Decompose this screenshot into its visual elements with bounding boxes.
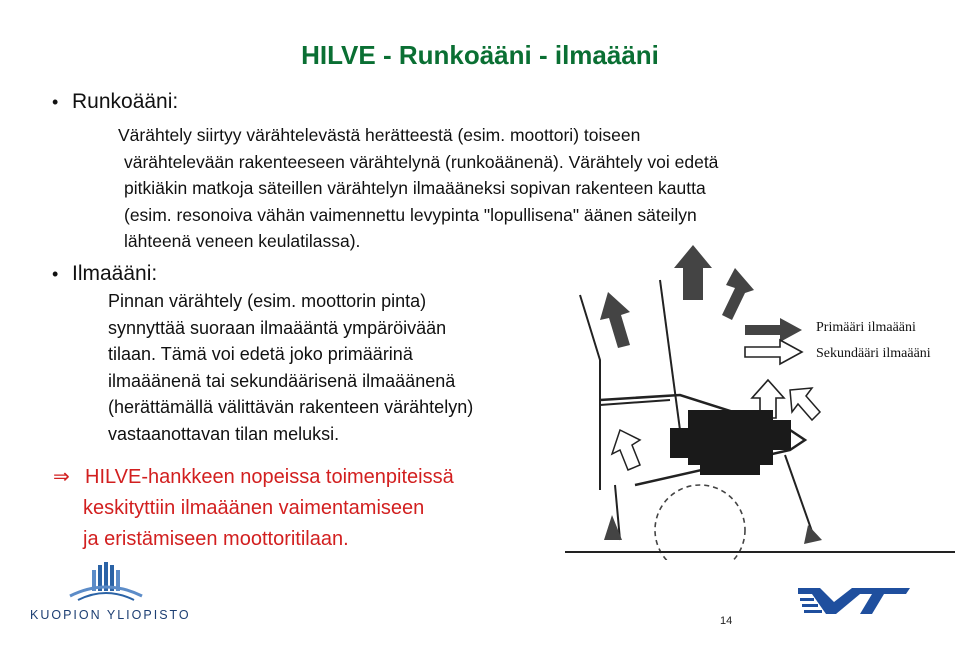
- legend-secondary: [745, 340, 931, 364]
- conclusion-line: keskityttiin ilmaäänen vaimentamiseen: [83, 497, 425, 519]
- runkoaani-text: [118, 122, 718, 255]
- primary-arrow: [674, 245, 712, 300]
- svg-text:VTT: VTT: [852, 610, 854, 611]
- text-line: Värähtely siirtyy värähtelevästä herätteestä (esim. moottori) toiseen: [118, 125, 641, 145]
- conclusion-line: HILVE-hankkeen nopeissa toimenpiteissä: [85, 466, 454, 488]
- kuopio-university-logo: [30, 560, 191, 635]
- section-heading: Runkoääni:: [72, 90, 179, 113]
- text-line: (herättämällä välittävän rakenteen värähtelyn): [108, 397, 474, 417]
- text-line: Pinnan värähtely (esim. moottorin pinta): [108, 291, 427, 311]
- text-line: (esim. resonoiva vähän vaimennettu levypinta "lopullisena" äänen säteilyn: [124, 204, 697, 225]
- vtt-logo-icon: [790, 580, 915, 620]
- university-name: KUOPION YLIOPISTO: [30, 608, 191, 622]
- vtt-logo: [790, 580, 915, 625]
- propeller-outline: [655, 485, 745, 560]
- section-heading: Ilmaääni:: [72, 262, 158, 285]
- bullet-dot: •: [52, 264, 59, 284]
- bullet-ilmaaani: [52, 262, 157, 286]
- legend-secondary-label: Sekundääri ilmaääni: [816, 346, 931, 361]
- text-line: vastaanottavan tilan meluksi.: [108, 423, 340, 444]
- conclusion-line: ja eristämiseen moottoritilaan.: [83, 528, 349, 550]
- text-line: pitkiäkin matkoja säteillen värähtelyn ilmaääneksi sopivan rakenteen kautta: [124, 178, 706, 198]
- secondary-arrow: [790, 388, 820, 420]
- implies-arrow-icon: ⇒: [53, 466, 70, 488]
- legend-primary-label: Primääri ilmaääni: [816, 320, 916, 335]
- noise-diagram: [560, 240, 960, 560]
- bullet-runkoaani: [52, 90, 178, 114]
- engine-block: [688, 410, 773, 465]
- bullet-dot: •: [52, 92, 59, 112]
- primary-arrow: [722, 268, 754, 320]
- text-line: värähtelevään rakenteeseen värähtelynä (runkoäänenä). Värähtely voi edetä: [124, 151, 719, 172]
- text-line: lähteenä veneen keulatilassa).: [124, 231, 361, 251]
- text-line: tilaan. Tämä voi edetä joko primäärinä: [108, 344, 413, 364]
- secondary-arrow: [612, 430, 640, 470]
- text-line: synnyttää suoraan ilmaääntä ympäröivään: [108, 317, 447, 338]
- conclusion: [55, 462, 454, 555]
- legend-primary: [745, 318, 916, 342]
- slide-title: HILVE - Runkoääni - ilmaääni: [301, 40, 659, 70]
- primary-arrow: [600, 292, 630, 348]
- text-line: ilmaäänenä tai sekundäärisenä ilmaäänenä: [108, 370, 456, 391]
- page-number: 14: [720, 615, 733, 627]
- ilmaaani-text: [108, 288, 473, 447]
